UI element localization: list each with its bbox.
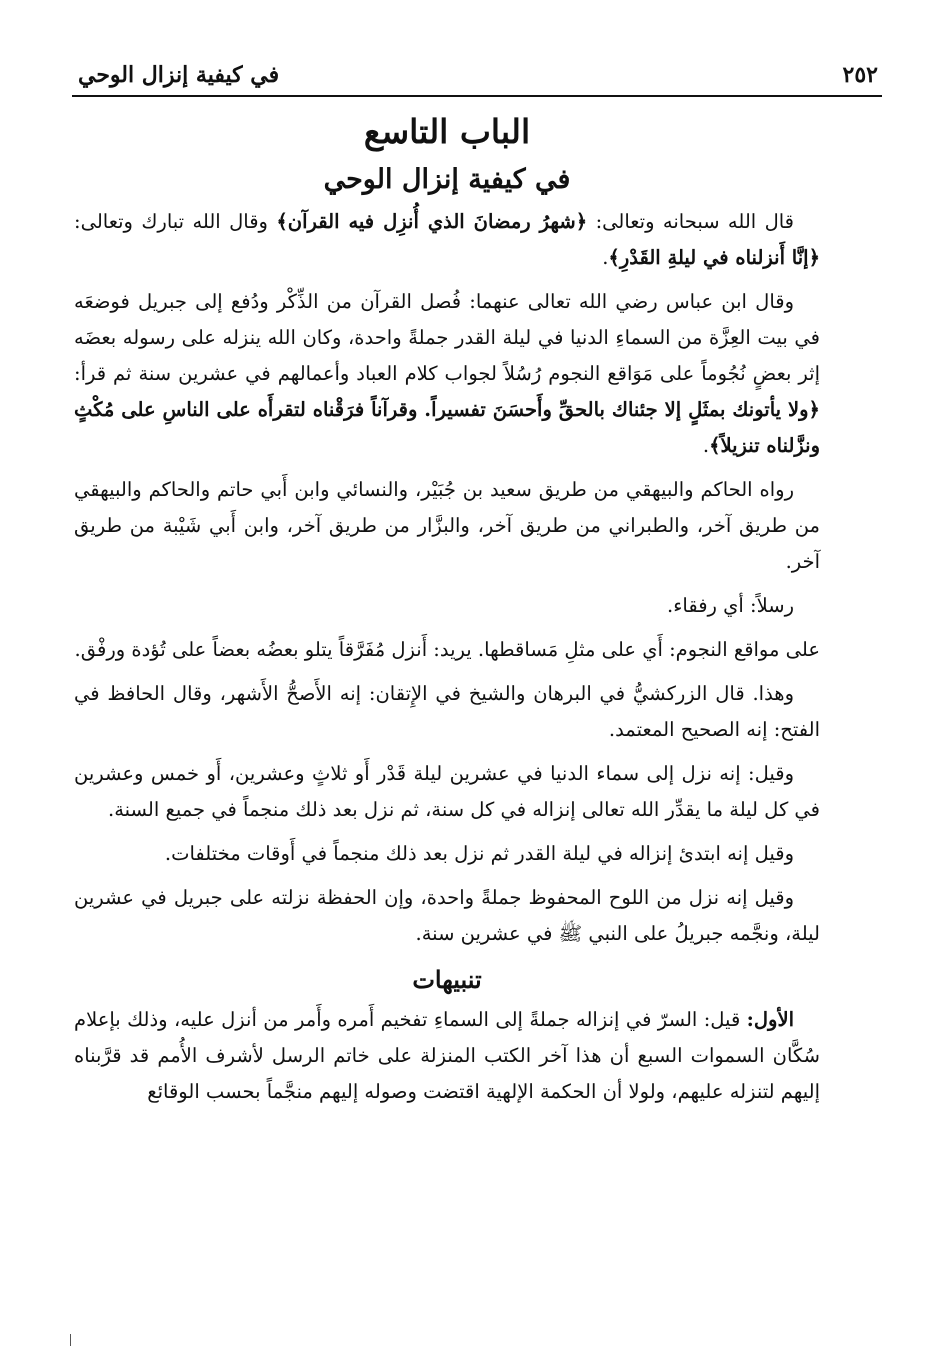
note-label: الأول: [746, 1008, 794, 1031]
text-run: وقال الله تبارك وتعالى: [74, 210, 277, 233]
chapter-subtitle: في كيفية إنزال الوحي [323, 164, 571, 195]
margin-mark [70, 1334, 71, 1346]
paragraph-first-note [74, 1002, 820, 1110]
paragraph-ibn-abbas [74, 284, 820, 464]
text-run: قال الله سبحانه وتعالى: [587, 210, 794, 233]
paragraph-quran-verses [74, 204, 820, 276]
text-run: . [602, 246, 609, 269]
page-content [74, 108, 820, 1118]
paragraph-definition-mawaqi: على مواقع النجوم: أَي على مثلِ مَساقطها. يريد: أَنزل مُفَرَّقاً يتلو بعضُه بعضاً على تُؤدة ورفْق. [74, 638, 820, 661]
text-run: . [702, 434, 710, 457]
paragraph-zarkashi: وهذا. قال الزركشيُّ في البرهان والشيخ في الإِتقان: إنه الأَصحُّ الأَشهر، وقال الحافظ في الفتح: إنه الصحيح المعتمد. [74, 682, 820, 741]
running-title: في كيفية إنزال الوحي [78, 62, 280, 88]
paragraph-opinion-3: وقيل إنه نزل من اللوح المحفوظ جملةً واحدة، وإن الحفظة نزلته على جبريل في عشرين ليلة، ونجَّمه جبريلُ على النبي ﷺ في عشرين سنة. [74, 886, 820, 945]
chapter-title: الباب التاسع [363, 112, 531, 151]
quran-quote: ﴿شهرُ رمضانَ الذي أُنزِل فيه القرآن﴾ [276, 210, 588, 233]
section-heading-notes: تنبيهات [412, 965, 482, 994]
running-header [78, 52, 878, 88]
header-rule [72, 95, 882, 97]
note-text: قيل: السرّ في إنزاله جملةً إلى السماءِ تفخيم أَمره وأَمر من أنزل عليه، وذلك بإعلام سُكَّان السموات السبع أن هذا آخر الكتب المنزلة على خاتم الرسل لأشرف الأُمم قد قرَّبناه إليهم لتنزله عليهم، ولولا أن الحكمة الإلهية اقتضت وصوله إليهم منجَّماً بحسب الوقائع [74, 1008, 820, 1103]
paragraph-opinion-1: وقيل: إنه نزل إلى سماء الدنيا في عشرين ليلة قَدْر أَو ثلاثٍ وعشرين، أَو خمس وعشرين في كل ليلة ما يقدِّر الله تعالى إنزاله في كل سنة، ثم نزل بعد ذلك منجماً في جميع السنة. [74, 762, 820, 821]
paragraph-opinion-2: وقيل إنه ابتدئ إنزاله في ليلة القدر ثم نزل بعد ذلك منجماً في أَوقات مختلفات. [164, 842, 794, 865]
page-number: ٢٥٢ [842, 62, 878, 88]
paragraph-definition-rusul: رسلاً: أي رفقاء. [667, 594, 794, 617]
text-run: وقال ابن عباس رضي الله تعالى عنهما: فُصل القرآن من الذِّكْر ودُفع إلى جبريل فوضعَه في بيت العِزَّة من السماءِ الدنيا في ليلة القدر جملةً واحدة، وكان الله ينزله على رسوله بعضَه إثر بعضٍ نُجُوماً على مَوَاقع النجوم رُسُلاً لجواب كلام العباد وأعمالهم في عشرين سنة ثم قرأ: [74, 290, 820, 385]
paragraph-narrators: رواه الحاكم والبيهقي من طريق سعيد بن جُبَيْر، والنسائي وابن أَبي حاتم والحاكم والبيهقي من طريق آخر، والطبراني من طريق آخر، والبزَّار من طريق آخر، وابن أَبي شَيْبة من طريق آخر. [74, 478, 820, 573]
quran-quote: ﴿ولا يأتونك بمثَلٍ إلا جئناك بالحقِّ وأَحسَنَ تفسيراً. وقرآناً فرَقْناه لتقرأَه على الناسِ على مُكْثٍ ونزَّلناه تنزيلاً﴾ [74, 398, 820, 457]
quran-quote: ﴿إنَّا أَنزلناه في ليلةِ القَدْرِ﴾ [608, 246, 820, 269]
